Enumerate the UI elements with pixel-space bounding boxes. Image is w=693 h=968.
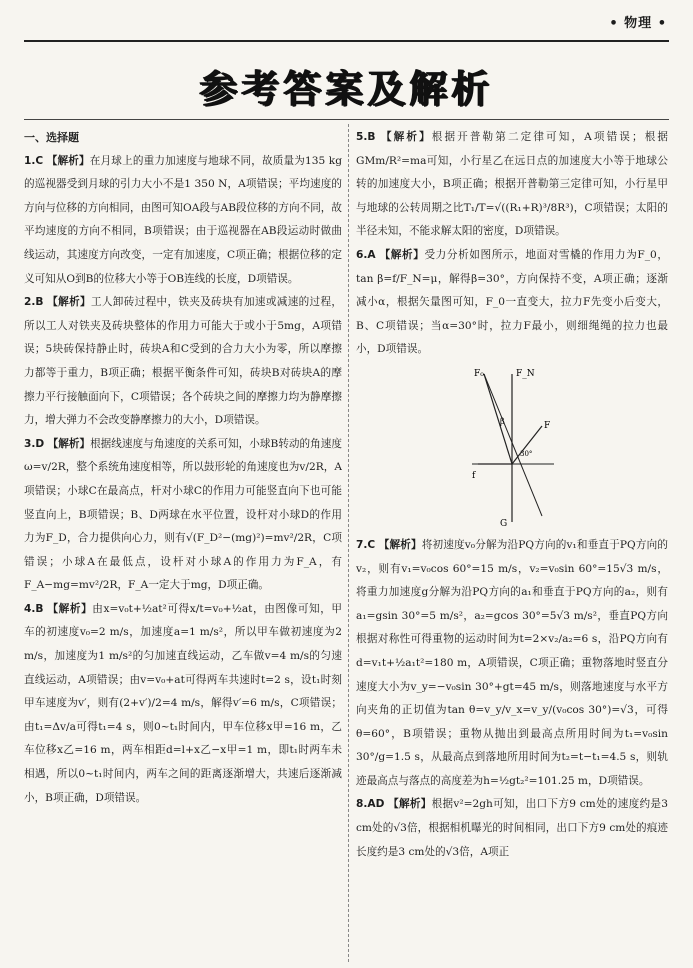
question-2 [24,291,342,433]
label-f0: F₀ [474,368,484,379]
page-title: 参考答案及解析 [199,66,494,111]
label-f: F [544,420,551,431]
question-4 [24,598,342,810]
question-6 [356,244,668,362]
question-number: 4.B [24,602,44,615]
pull-force-vector [512,426,542,464]
label-fn: F_N [516,368,535,379]
title-rule [24,119,669,120]
question-3 [24,433,342,598]
question-8 [356,793,668,864]
question-text: 根据开普勒第二定律可知，A项错误；根据GMm/R²=ma可知，小行星乙在远日点的加速度大小等于地球公转的加速度大小，B项正确；根据开普勒第三定律可知，小行星甲与地球的公转周期之比T₁/T=√((R₁+R)³/8R³)，C项错误；太阳的半径未知，不能求解太阳的密度，D项错误。 [356,131,668,238]
question-5 [356,126,668,244]
question-number: 7.C [356,538,376,551]
section-heading: 一、选择题 [24,131,79,144]
question-text: 受力分析如图所示，地面对雪橇的作用力为F_0，tan β=f/F_N=μ，解得β=30°，方向保持不变，A项正确；逐渐减小α，根据矢量图可知，F_0一直变大，拉力F先变小后变大，B、C项错误；当α=30°时，拉力F最小，则细绳绳的拉力也最小，D项错误。 [356,248,668,356]
question-text: 根据线速度与角速度的关系可知，小球B转动的角速度ω=v/2R，整个系统角速度相等，所以鼓形轮的角速度也为v/2R，A项错误；小球C在最高点，杆对小球C的作用力可能竖直向下也可能竖直向上，B项错误；B、D两球在水平位置，设杆对小球D的作用力为F_D，合力提供向心力，则有√(F_D²−(mg)²)=mv²/2R，C项错误；小球A在最低点，设杆对小球A的作用力为F_A，有F_A−mg=mv²/2R，F_A一定大于mg，D项正确。 [24,437,342,592]
label-beta: β [500,416,505,426]
analysis-tag: 【解析】 [388,798,432,811]
question-number: 1.C [24,154,44,167]
question-text: 工人卸砖过程中，铁夹及砖块有加速或减速的过程，所以工人对铁夹及砖块整体的作用力可能大于或小于5mg，A项错误；5块砖保持静止时，砖块A和C受到的合力大小为零，所以摩擦力都等于重力，B项正确；根据平衡条件可知，砖块B对砖块A的摩擦力平行接触面向下，C项错误；各个砖块之间的摩擦力均为静摩擦力，增大弹力不会改变静摩擦力的大小，D项错误。 [24,296,342,427]
analysis-tag: 【解析】 [47,602,93,615]
column-divider [348,124,349,962]
analysis-tag: 【解析】 [380,131,432,143]
question-number: 5.B [356,131,376,143]
subject-tag: • 物理 • [609,16,667,31]
question-text: 将初速度v₀分解为沿PQ方向的v₁和垂直于PQ方向的v₂，则有v₁=v₀cos 60°=15 m/s，v₂=v₀sin 60°=15√3 m/s，将重力加速度g分解为沿PQ方向的a₁和垂直于PQ方向的a₂，则有a₁=gsin 30°=5 m/s²，a₂=gcos 30°=5√3 m/s²，垂直PQ方向根据对称性可得重物的运动时间为t=2×v₂/a₂=6 s，沿PQ方向有d=v₁t+½a₁t²=180 m，A项错误，C项正确；重物落地时竖直分速度大小为v_y=−v₀sin 30°+gt=45 m/s，则落地速度与水平方向夹角的正切值为tan θ=v_y/v_x=v_y/(v₀cos 30°)=√3，可得θ=60°，B项错误；重物从抛出到最高点所用时间为t₁=v₀sin 30°/g=1.5 s，从最高点到落地所用时间为t₂=t−t₁=4.5 s，则轨迹最高点与落点的高度差为h=½gt₂²=101.25 m，D项错误。 [356,538,668,787]
right-column [356,126,668,962]
question-1 [24,150,342,292]
question-text: 根据v²=2gh可知，出口下方9 cm处的速度约是3 cm处的√3倍，根据相机曝光的时间相同，出口下方9 cm处的痕迹长度约是3 cm处的√3倍，A项正 [356,798,668,858]
force-diagram-svg [464,364,560,532]
question-number: 2.B [24,296,44,309]
left-column [24,126,342,962]
analysis-tag: 【解析】 [47,296,91,309]
analysis-tag: 【解析】 [46,154,90,167]
label-friction: f [472,470,476,481]
question-number: 8.AD [356,798,385,811]
question-7 [356,534,668,794]
question-number: 3.D [24,437,45,450]
resultant-force-vector [484,374,512,464]
question-number: 6.A [356,248,376,261]
top-rule [24,40,669,42]
title-banner [0,55,693,115]
analysis-tag: 【解析】 [379,248,425,261]
label-angle: 30° [520,449,533,458]
question-text: 由x=v₀t+½at²可得x/t=v₀+½at，由图像可知，甲车的初速度v₀=2 m/s，加速度a=1 m/s²，所以甲车做初速度为2 m/s，加速度为1 m/s²的匀加速直线运动，乙车做v=4 m/s的匀速直线运动，A项错误；由v=v₀+at可得两车共速时t=2 s，设t₁时刻甲车速度为v′，则有(2+v′)/2=4 m/s，解得v′=6 m/s，C项错误；由t₁=Δv/a可得t₁=4 s，则0~t₁时间内，甲车位移x甲=16 m，乙车位移x乙=16 m，两车相距d=l+x乙−x甲=1 m，即t₁时两车未相遇，所以0~t₁时间内，两车之间的距离逐渐增大，共速后逐渐减小，B项正确，D项错误。 [24,602,342,804]
analysis-tag: 【解析】 [378,538,422,551]
question-text: 在月球上的重力加速度与地球不同，故质量为135 kg的巡视器受到月球的引力大小不是1 350 N，A项错误；平均速度的方向与位移的方向相同，由图可知OA段与AB段位移的方向不同，故平均速度的方向不相同，B项错误；由于巡视器在AB段运动时做曲线运动，其速度方向改变，一定有加速度，C项正确；根据位移的定义可知从O到B的位移大小等于OB连线的长度，D项错误。 [24,154,342,285]
label-g: G [500,518,508,529]
rope-line [484,374,542,516]
analysis-tag: 【解析】 [47,437,91,450]
force-diagram [356,362,668,534]
